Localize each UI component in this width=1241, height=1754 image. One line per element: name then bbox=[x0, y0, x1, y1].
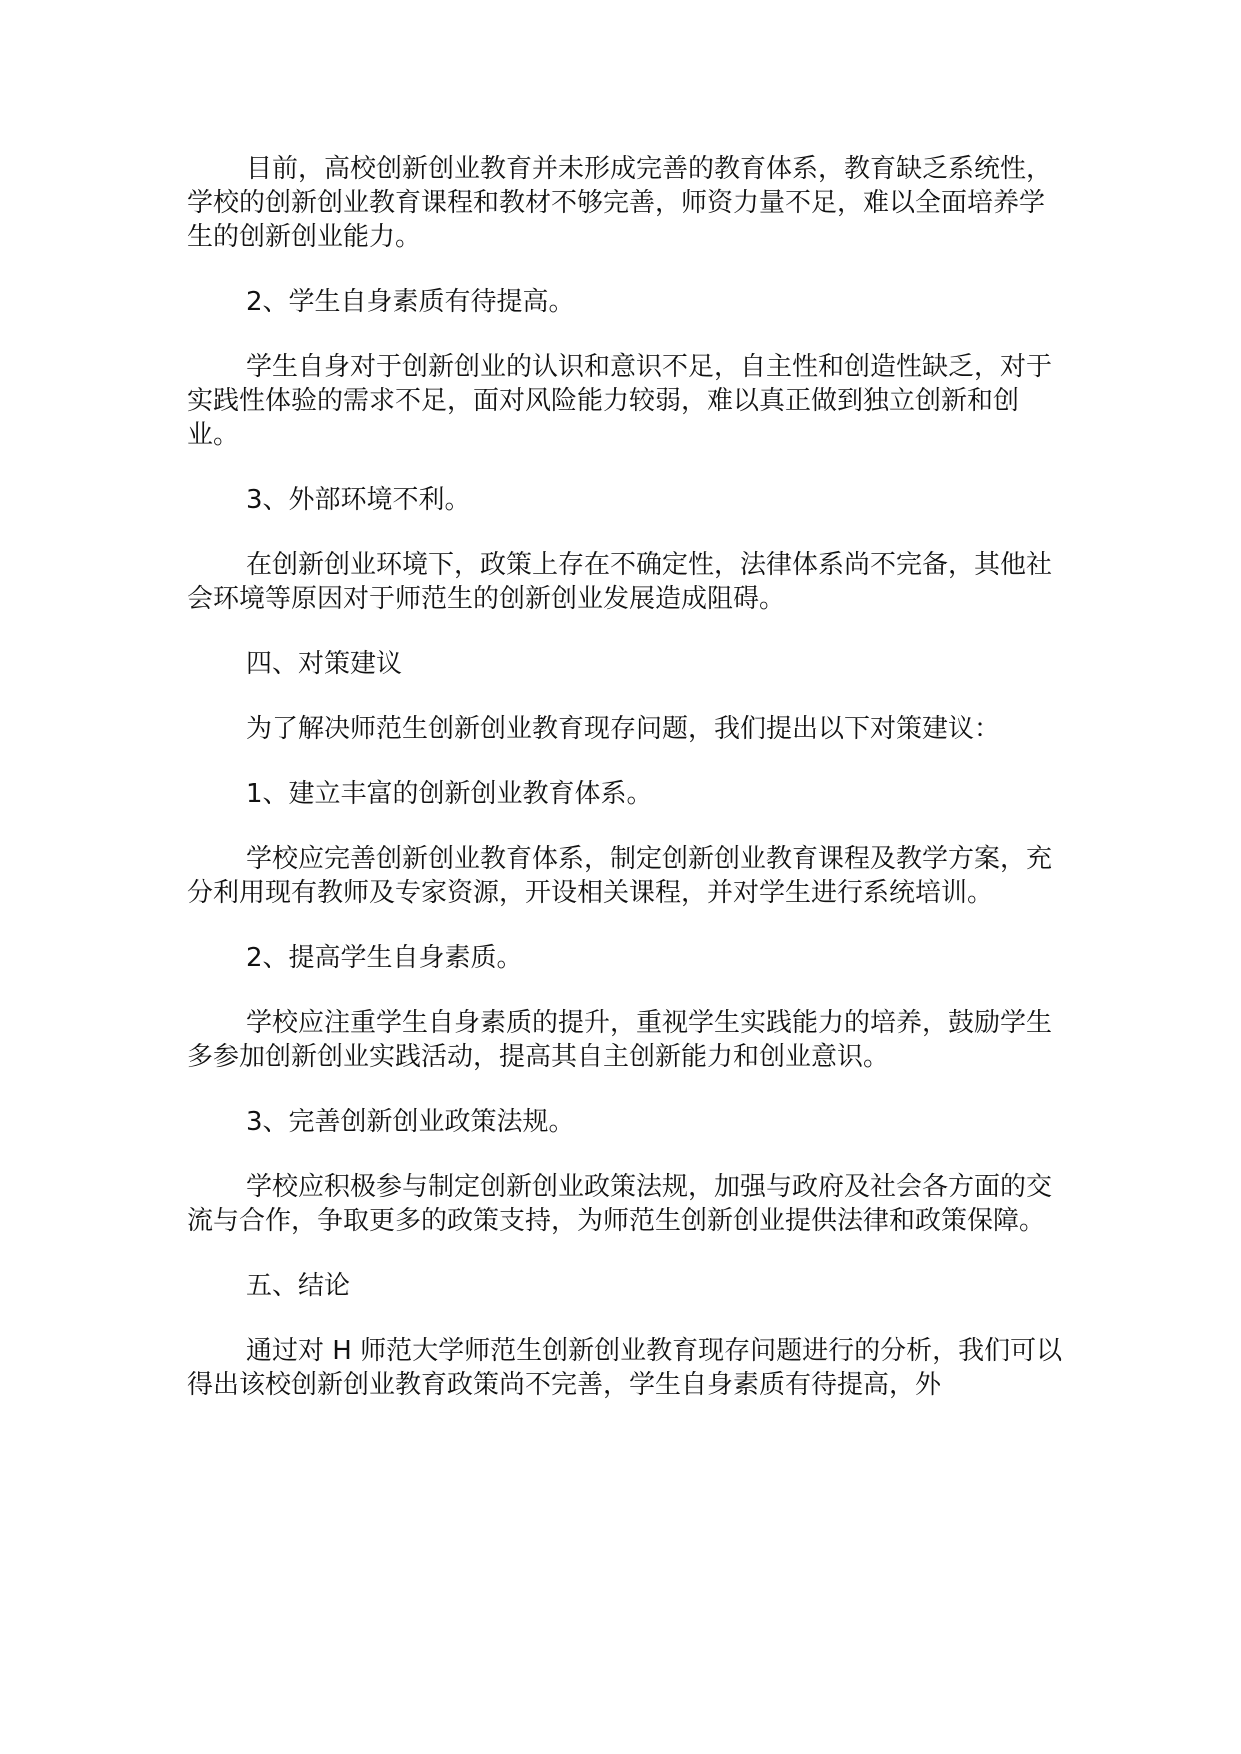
heading-student-quality: 2、学生自身素质有待提高。 bbox=[246, 287, 575, 317]
paragraph-recommendations-intro: 为了解决师范生创新创业教育现存问题，我们提出以下对策建议： bbox=[246, 714, 1001, 744]
heading-conclusion: 五、结论 bbox=[246, 1271, 351, 1301]
heading-recommendations: 四、对策建议 bbox=[246, 649, 403, 679]
heading-external-environment: 3、外部环境不利。 bbox=[246, 485, 471, 515]
paragraph-student-quality: 学生自身对于创新创业的认识和意识不足，自主性和创造性缺乏，对于实践性体验的需求不足，面对风险能力较弱，难以真正做到独立创新和创业。 bbox=[187, 352, 1053, 450]
paragraph-external-environment: 在创新创业环境下，政策上存在不确定性，法律体系尚不完备，其他社会环境等原因对于师范生的创新创业发展造成阻碍。 bbox=[187, 550, 1053, 614]
paragraph-policy-regulations: 学校应积极参与制定创新创业政策法规，加强与政府及社会各方面的交流与合作，争取更多的政策支持，为师范生创新创业提供法律和政策保障。 bbox=[187, 1172, 1053, 1236]
heading-build-system: 1、建立丰富的创新创业教育体系。 bbox=[246, 779, 653, 809]
heading-policy-regulations: 3、完善创新创业政策法规。 bbox=[246, 1107, 575, 1137]
paragraph-education-system-problem: 目前，高校创新创业教育并未形成完善的教育体系，教育缺乏系统性，学校的创新创业教育课程和教材不够完善，师资力量不足，难以全面培养学生的创新创业能力。 bbox=[187, 154, 1053, 252]
paragraph-improve-quality: 学校应注重学生自身素质的提升，重视学生实践能力的培养，鼓励学生多参加创新创业实践活动，提高其自主创新能力和创业意识。 bbox=[187, 1008, 1053, 1072]
document-body bbox=[187, 152, 1067, 1433]
heading-improve-quality: 2、提高学生自身素质。 bbox=[246, 943, 523, 973]
paragraph-build-system: 学校应完善创新创业教育体系，制定创新创业教育课程及教学方案，充分利用现有教师及专家资源，开设相关课程，并对学生进行系统培训。 bbox=[187, 844, 1053, 908]
paragraph-conclusion: 通过对 H 师范大学师范生创新创业教育现存问题进行的分析，我们可以得出该校创新创业教育政策尚不完善，学生自身素质有待提高，外 bbox=[187, 1336, 1063, 1400]
